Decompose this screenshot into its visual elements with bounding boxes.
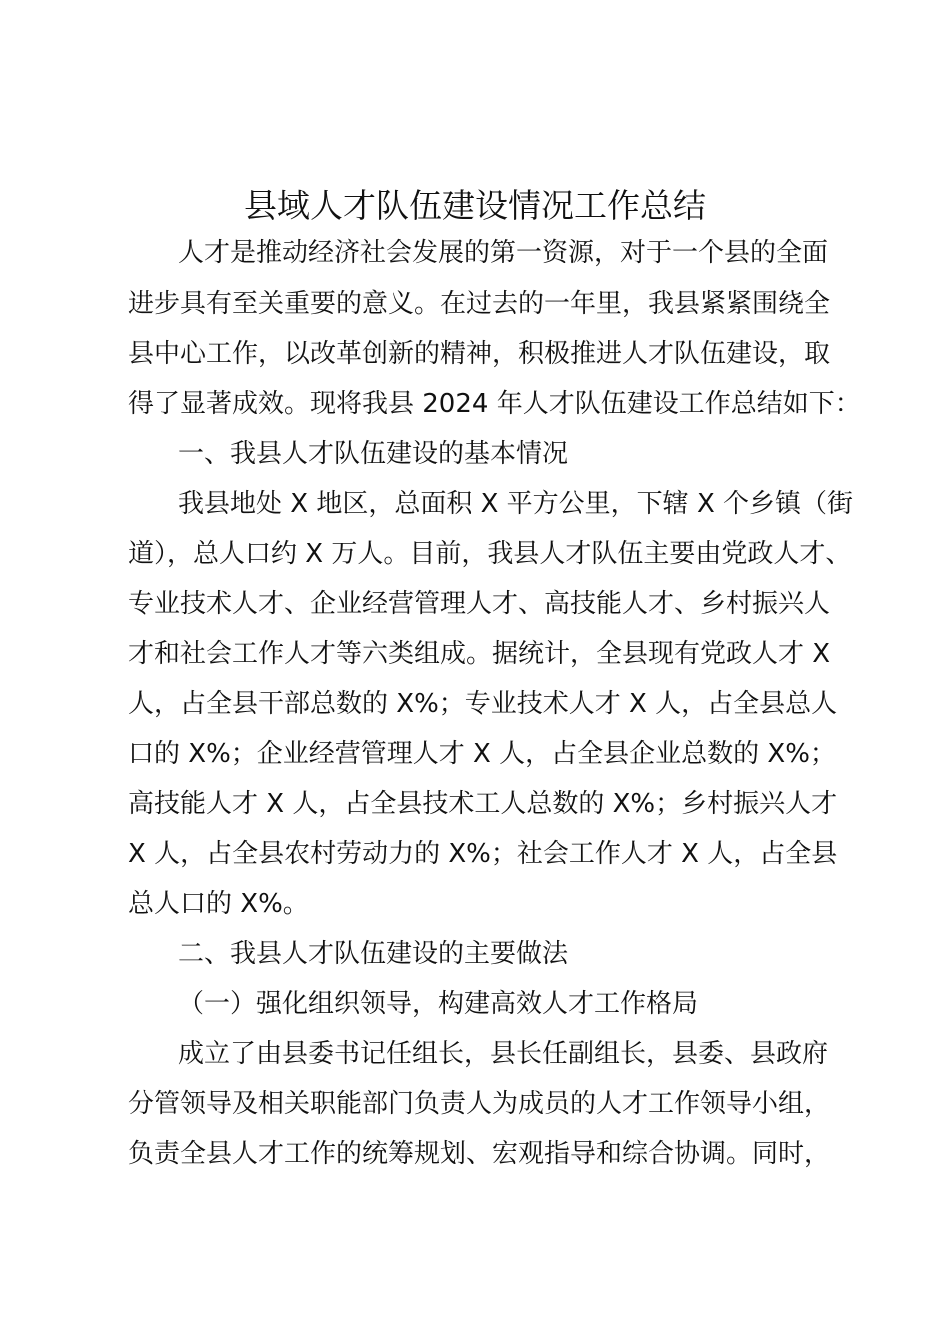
subsection-heading: （一）强化组织领导，构建高效人才工作格局 [178, 989, 699, 1019]
paragraph-line: 县中心工作，以改革创新的精神，积极推进人才队伍建设，取 [128, 339, 831, 369]
paragraph-line: 才和社会工作人才等六类组成。据统计，全县现有党政人才 X [128, 639, 831, 669]
document-title: 县域人才队伍建设情况工作总结 [244, 186, 706, 225]
paragraph-line: 分管领导及相关职能部门负责人为成员的人才工作领导小组， [128, 1089, 831, 1119]
paragraph-line: 高技能人才 X 人，占全县技术工人总数的 X%；乡村振兴人才 [128, 789, 838, 819]
section-heading: 二、我县人才队伍建设的主要做法 [178, 939, 569, 969]
paragraph-line: 专业技术人才、企业经营管理人才、高技能人才、乡村振兴人 [128, 589, 831, 619]
paragraph-line: 口的 X%；企业经营管理人才 X 人，占全县企业总数的 X%； [128, 739, 836, 769]
paragraph-line: 人，占全县干部总数的 X%；专业技术人才 X 人，占全县总人 [128, 689, 838, 719]
paragraph-line: 负责全县人才工作的统筹规划、宏观指导和综合协调。同时， [128, 1139, 831, 1169]
paragraph-line: 道），总人口约 X 万人。目前，我县人才队伍主要由党政人才、 [128, 539, 852, 569]
paragraph-line: 成立了由县委书记任组长，县长任副组长，县委、县政府 [178, 1039, 829, 1069]
section-heading: 一、我县人才队伍建设的基本情况 [178, 439, 569, 469]
paragraph-line: 得了显著成效。现将我县 2024 年人才队伍建设工作总结如下： [128, 389, 861, 419]
paragraph-line: 总人口的 X%。 [128, 889, 309, 919]
paragraph-line: 人才是推动经济社会发展的第一资源，对于一个县的全面 [178, 238, 829, 268]
paragraph-line: X 人，占全县农村劳动力的 X%；社会工作人才 X 人，占全县 [128, 839, 838, 869]
paragraph-line: 进步具有至关重要的意义。在过去的一年里，我县紧紧围绕全 [128, 289, 831, 319]
paragraph-line: 我县地处 X 地区，总面积 X 平方公里，下辖 X 个乡镇（街 [178, 489, 854, 519]
